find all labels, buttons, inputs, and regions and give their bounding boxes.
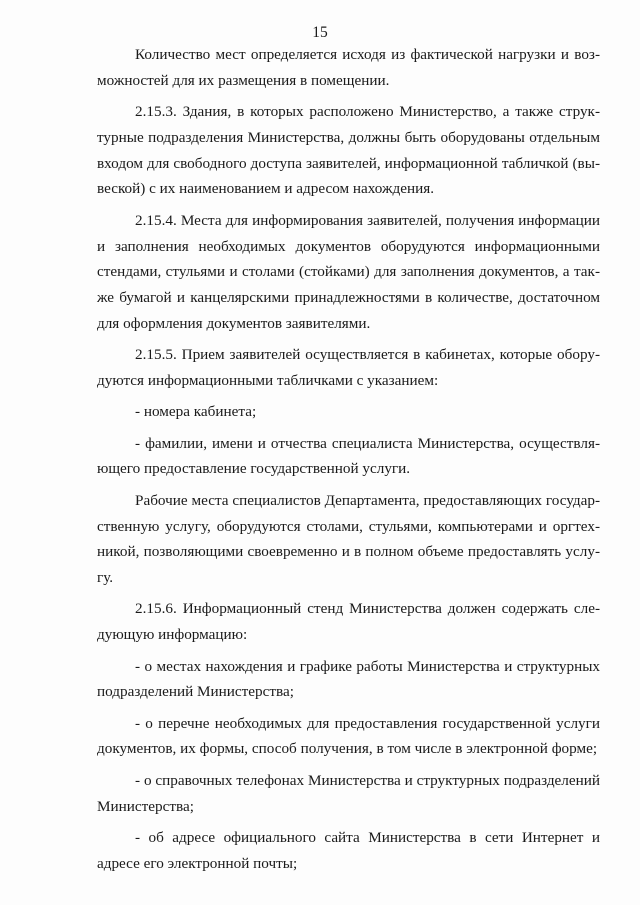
paragraph-2-15-6: 2.15.6. Информационный стенд Министерства должен содержать следующую информацию:: [97, 600, 600, 644]
list-item-cabinet-number: - номера кабинета;: [135, 403, 257, 421]
list-item-locations-schedule: - о местах нахождения и графике работы Министерства и структурных подразделений Министерства;: [97, 657, 600, 701]
list-item-documents-list: - о перечне необходимых для предоставления государственной услуги документов, их формы, способ получения, в том числе в электронной форме;: [97, 714, 600, 758]
list-item-specialist-name: - фамилии, имени и отчества специалиста Министерства, осуществляющего предоставление государственной услуги.: [97, 434, 600, 478]
paragraph-workplaces: Рабочие места специалистов Департамента, предоставляющих государственную услугу, оборудуются столами, стульями, компьютерами и оргтехникой, позволяющими своевременно и в полном объеме предоставлять услугу.: [97, 491, 600, 587]
list-item-website-email: - об адресе официального сайта Министерства в сети Интернет и адресе его электронной почты;: [97, 828, 600, 872]
paragraph-2-15-4: 2.15.4. Места для информирования заявителей, получения информации и заполнения необходимых документов оборудуются информационными стендами, стульями и столами (стойками) для заполнения документов, а также бумагой и канцелярскими принадлежностями в количестве, достаточном для оформления документов заявителями.: [97, 211, 600, 332]
paragraph-2-15-5: 2.15.5. Прием заявителей осуществляется в кабинетах, которые оборудуются информационными табличками с указанием:: [97, 346, 600, 390]
page-number: 15: [312, 24, 328, 41]
paragraph-seats-count: Количество мест определяется исходя из фактической нагрузки и возможностей для их размещения в помещении.: [97, 46, 600, 89]
paragraph-2-15-3: 2.15.3. Здания, в которых расположено Министерство, а также структурные подразделения Министерства, должны быть оборудованы отдельным входом для свободного доступа заявителей, информационной табличкой (вывеской) с их наименованием и адресом нахождения.: [97, 103, 600, 198]
list-item-reference-phones: - о справочных телефонах Министерства и структурных подразделений Министерства;: [97, 771, 600, 815]
document-body: [97, 42, 600, 882]
